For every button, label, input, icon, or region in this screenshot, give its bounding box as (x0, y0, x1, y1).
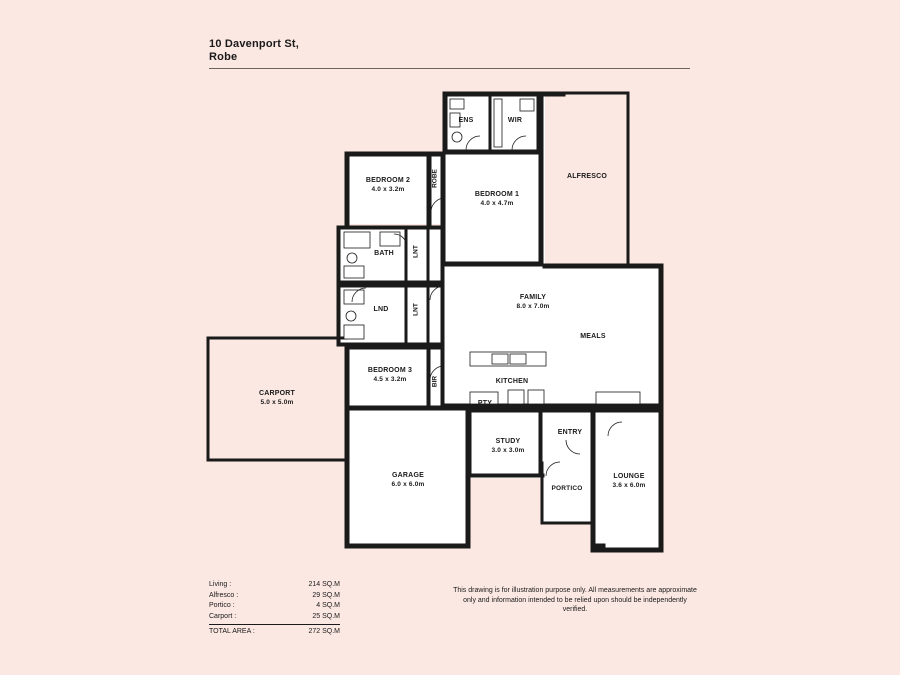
area-total-value: 272 SQ.M (308, 628, 340, 635)
area-value: 4 SQ.M (316, 602, 340, 609)
area-label: Portico : (209, 602, 235, 609)
area-total-row (209, 627, 340, 638)
area-row (209, 612, 340, 623)
area-label: Living : (209, 581, 232, 588)
room-label-study: STUDY 3.0 x 3.0m (491, 438, 525, 454)
room-label-pty: PTY (477, 400, 493, 407)
room-label-garage: GARAGE 6.0 x 6.0m (391, 472, 425, 488)
room-label-ens: ENS (458, 117, 474, 124)
area-total-label: TOTAL AREA : (209, 628, 255, 635)
room-label-carport: CARPORT 5.0 x 5.0m (258, 390, 295, 406)
room-label-family: FAMILY 8.0 x 7.0m (516, 294, 550, 310)
area-label: Alfresco : (209, 591, 239, 599)
room-label-lounge: LOUNGE 3.6 x 6.0m (612, 473, 646, 489)
room-label-entry: ENTRY (557, 429, 583, 436)
area-row (209, 591, 340, 602)
area-summary (209, 580, 340, 638)
area-value: 25 SQ.M (312, 612, 340, 620)
room-label-bir: BIR (431, 375, 439, 388)
room-label-lnt-bath: LNT (412, 245, 420, 258)
area-divider (209, 624, 340, 625)
area-row (209, 601, 340, 612)
room-label-bedroom3: BEDROOM 3 4.5 x 3.2m (367, 367, 413, 383)
room-label-lnd: LND (373, 306, 389, 313)
disclaimer-text: This drawing is for illustration purpose only. All measurements are approximate only and information intended to be relied upon should be independently verified. (453, 587, 697, 613)
room-label-meals: MEALS (580, 333, 606, 340)
address-line-1: 10 Davenport St, (209, 38, 300, 50)
area-row (209, 580, 340, 591)
room-label-bath: BATH (374, 250, 394, 257)
room-label-portico: PORTICO (551, 485, 583, 492)
area-value: 214 SQ.M (308, 581, 340, 588)
area-value: 29 SQ.M (312, 591, 340, 599)
address-line-2: Robe (209, 51, 238, 63)
room-label-bedroom2: BEDROOM 2 4.0 x 3.2m (365, 177, 411, 193)
room-label-lnt-lnd: LNT (412, 303, 420, 316)
room-label-bedroom1: BEDROOM 1 4.0 x 4.7m (474, 191, 520, 207)
area-label: Carport : (209, 612, 237, 620)
room-label-robe: ROBE (431, 169, 439, 188)
room-label-kitchen: KITCHEN (495, 378, 529, 385)
room-label-wir: WIR (507, 117, 523, 124)
room-label-alfresco: ALFRESCO (566, 173, 608, 180)
